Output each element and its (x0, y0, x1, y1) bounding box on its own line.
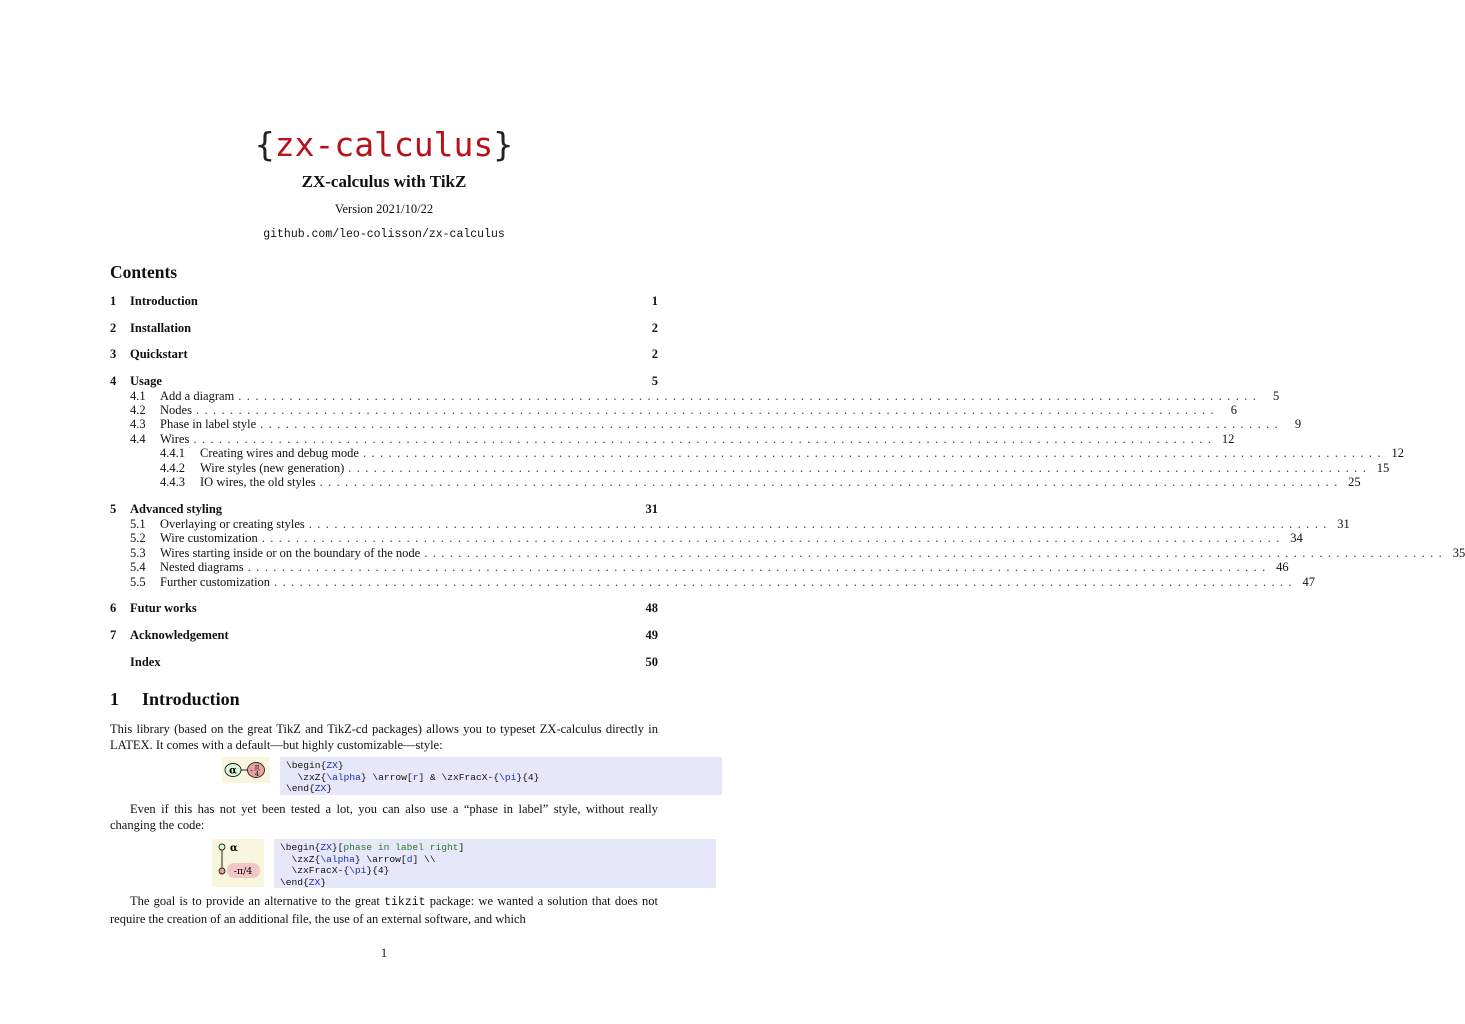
code-keyword: ZX (314, 783, 327, 794)
zx-diagram-2 (212, 839, 264, 887)
repository-url[interactable]: github.com/leo-colisson/zx-calculus (263, 228, 505, 241)
toc-entry-page: 5 (651, 374, 658, 388)
toc-entry-page: 2 (651, 321, 658, 335)
toc-entry-number: 5.2 (130, 531, 146, 545)
example-2-code (274, 839, 716, 888)
code-keyword: r (412, 771, 419, 783)
toc-entry-page: 2 (651, 347, 658, 361)
toc-entry-page: 25 (1348, 475, 1361, 489)
section-heading-introduction (110, 689, 240, 710)
code-keyword: d (406, 853, 413, 865)
toc-entry-number: 5.3 (130, 546, 146, 560)
toc-entry-page: 49 (645, 628, 658, 642)
para-text: package: we wanted a solution that does not require the creation of an additional file, the use of an external software, and which (110, 894, 658, 926)
toc-entry-title: Advanced styling (130, 502, 223, 516)
title-brace-close: } (493, 125, 514, 164)
code-text: ] & \zxFracX-{ (418, 771, 500, 783)
toc-leader-dots: ........................................................................................................................ (195, 403, 1219, 417)
inline-code: tikzit (384, 896, 426, 909)
toc-entry-title: Wires (160, 432, 190, 446)
code-text: ] (458, 842, 465, 853)
code-option: phase in label right (343, 842, 459, 853)
toc-leader-dots: ........................................................................................................................ (274, 575, 1298, 589)
toc-entry-number: 4.1 (130, 389, 146, 403)
example-2 (212, 839, 716, 888)
code-text: \zxZ{ (280, 853, 321, 865)
toc-leader-dots: ........................................................................................................................ (193, 432, 1217, 446)
toc-entry-number: 3 (110, 347, 117, 361)
code-text: } \arrow[ (360, 771, 413, 783)
toc-entry-title: IO wires, the old styles (200, 475, 316, 489)
x-spider (219, 868, 225, 874)
toc-entry-page: 50 (645, 655, 658, 669)
toc-entry-page: 46 (1276, 560, 1289, 574)
toc-entry-title: Wire customization (160, 531, 258, 545)
x-spider-minus: - (250, 766, 253, 775)
intro-paragraph-3 (110, 893, 658, 927)
toc-entry-number: 6 (110, 601, 117, 615)
toc-entry-title: Nodes (160, 403, 192, 417)
x-spider-frac-num: π (254, 762, 260, 771)
toc-entry-title: Nested diagrams (160, 560, 244, 574)
code-text: } \arrow[ (354, 853, 407, 865)
code-text: \end{ (280, 876, 309, 888)
toc-entry-page: 34 (1290, 531, 1303, 545)
toc-entry-number: 4.2 (130, 403, 146, 417)
toc-entry-title: Futur works (130, 601, 197, 615)
code-text: }{4} (366, 865, 390, 876)
code-text: \begin{ (286, 760, 327, 771)
code-text: } (320, 876, 327, 888)
example-1-code (280, 757, 722, 795)
toc-entry[interactable] (110, 601, 658, 617)
code-text: } (326, 783, 333, 794)
toc-leader-dots: ........................................................................................................................ (247, 560, 1271, 574)
toc-entry[interactable] (110, 628, 658, 644)
toc-entry-number: 4.4.2 (160, 461, 185, 475)
toc-leader-dots: ........................................................................................................................ (260, 417, 1284, 431)
toc-entry-page: 1 (651, 294, 658, 308)
subtitle: ZX-calculus with TikZ (301, 172, 467, 191)
toc-entry[interactable] (110, 446, 1404, 462)
title-brace-open: { (254, 125, 275, 164)
toc-leader-dots: ........................................................................................................................ (362, 446, 1386, 460)
toc-entry[interactable] (110, 475, 1361, 491)
version-line: Version 2021/10/22 (334, 202, 434, 216)
intro-paragraph-2: Even if this has not yet been tested a lot, you can also use a “phase in label” style, without really changing the code: (110, 802, 658, 832)
toc-entry-title: Phase in label style (160, 417, 257, 431)
title-package-name: zx-calculus (274, 125, 494, 164)
toc-entry-title: Further customization (160, 575, 271, 589)
contents-heading: Contents (110, 262, 178, 282)
toc-entry-title: Acknowledgement (130, 628, 229, 642)
toc-leader-dots: ........................................................................................................................ (424, 546, 1448, 560)
code-text: \zxFracX-{ (280, 865, 350, 876)
para-text: The goal is to provide an alternative to the great (130, 894, 385, 908)
toc-entry-page: 9 (1294, 417, 1302, 431)
toc-entry-page: 31 (1337, 517, 1350, 531)
code-text: \begin{ (280, 842, 321, 853)
toc-entry-page: 12 (1221, 432, 1235, 446)
toc-entry-title: Creating wires and debug mode (200, 446, 359, 460)
toc-entry-page: 31 (645, 502, 658, 516)
code-keyword: ZX (308, 876, 321, 888)
toc-entry[interactable] (110, 575, 1316, 591)
toc-entry-number: 5.5 (130, 575, 146, 589)
toc-entry[interactable] (110, 294, 658, 310)
toc-entry-title: Introduction (130, 294, 198, 308)
code-text: } (337, 760, 344, 771)
code-keyword: ZX (320, 842, 332, 853)
package-title (0, 122, 768, 168)
toc-entry-title: Add a diagram (160, 389, 235, 403)
example-1 (222, 757, 722, 795)
toc-leader-dots: ........................................................................................................................ (308, 517, 1332, 531)
toc-entry-page: 35 (1452, 546, 1465, 560)
toc-entry-number: 1 (110, 294, 117, 308)
toc-entry[interactable] (110, 321, 658, 337)
toc-entry-title: Wires starting inside or on the boundary of the node (160, 546, 421, 560)
toc-entry-number: 4.3 (130, 417, 146, 431)
toc-entry-number: 5.4 (130, 560, 146, 574)
z-spider-phase: α (229, 765, 237, 777)
toc-entry-title: Index (130, 655, 161, 669)
code-keyword: ZX (326, 760, 338, 771)
toc-entry[interactable] (110, 502, 658, 518)
toc-entry-number: 7 (110, 628, 117, 642)
toc-leader-dots: ........................................................................................................................ (238, 389, 1262, 403)
code-keyword: \alpha (320, 853, 355, 865)
toc-entry-page: 15 (1376, 461, 1390, 475)
x-spider-label: -π/4 (233, 866, 253, 877)
toc-entry-page: 12 (1391, 446, 1404, 460)
example-1-diagram (222, 757, 270, 783)
z-spider (219, 844, 225, 850)
toc-entry[interactable] (110, 374, 658, 390)
toc-entry-page: 48 (645, 601, 658, 615)
toc-entry-title: Usage (130, 374, 162, 388)
toc-entry[interactable] (110, 655, 658, 671)
toc-leader-dots: ........................................................................................................................ (261, 531, 1285, 545)
code-text: }{4} (516, 771, 540, 783)
page-number: 1 (380, 946, 388, 960)
code-text: ] \\ (412, 853, 436, 865)
toc-entry-page: 6 (1230, 403, 1237, 417)
toc-entry-page: 47 (1302, 575, 1316, 589)
toc-entry-number: 4.4 (130, 432, 146, 446)
toc-entry-title: Installation (130, 321, 192, 335)
toc-entry-title: Quickstart (130, 347, 188, 361)
toc-entry[interactable] (110, 560, 1289, 576)
x-spider-frac-den: 4 (254, 770, 260, 778)
section-number: 1 (110, 689, 119, 709)
toc-entry-number: 2 (110, 321, 117, 335)
code-text: \zxZ{ (286, 771, 327, 783)
toc-entry-title: Overlaying or creating styles (160, 517, 305, 531)
toc-entry[interactable] (110, 347, 658, 363)
intro-paragraph-1: This library (based on the great TikZ and TikZ-cd packages) allows you to typeset ZX-calculus directly in LATEX. It comes with a default—but highly customizable—style: (110, 722, 658, 752)
toc-entry-page: 5 (1273, 389, 1280, 403)
toc-entry-number: 5 (110, 502, 117, 516)
toc-entry-number: 4 (110, 374, 117, 388)
zx-diagram-1 (222, 757, 270, 783)
code-keyword: \pi (499, 771, 517, 783)
toc-entry[interactable] (110, 531, 1303, 547)
toc-leader-dots: ........................................................................................................................ (348, 461, 1372, 475)
section-title: Introduction (142, 689, 240, 709)
toc-entry[interactable] (110, 417, 1302, 433)
toc-entry-number: 4.4.3 (160, 475, 185, 489)
z-spider-label: α (230, 843, 238, 854)
example-2-diagram (212, 839, 264, 887)
code-keyword: \pi (349, 865, 367, 876)
toc-entry-number: 5.1 (130, 517, 146, 531)
code-text: }[ (331, 842, 344, 853)
toc-entry-number: 4.4.1 (160, 446, 185, 460)
toc-leader-dots: ........................................................................................................................ (319, 475, 1343, 489)
toc-entry-title: Wire styles (new generation) (200, 461, 345, 475)
code-keyword: \alpha (326, 771, 361, 783)
code-text: \end{ (286, 783, 315, 794)
